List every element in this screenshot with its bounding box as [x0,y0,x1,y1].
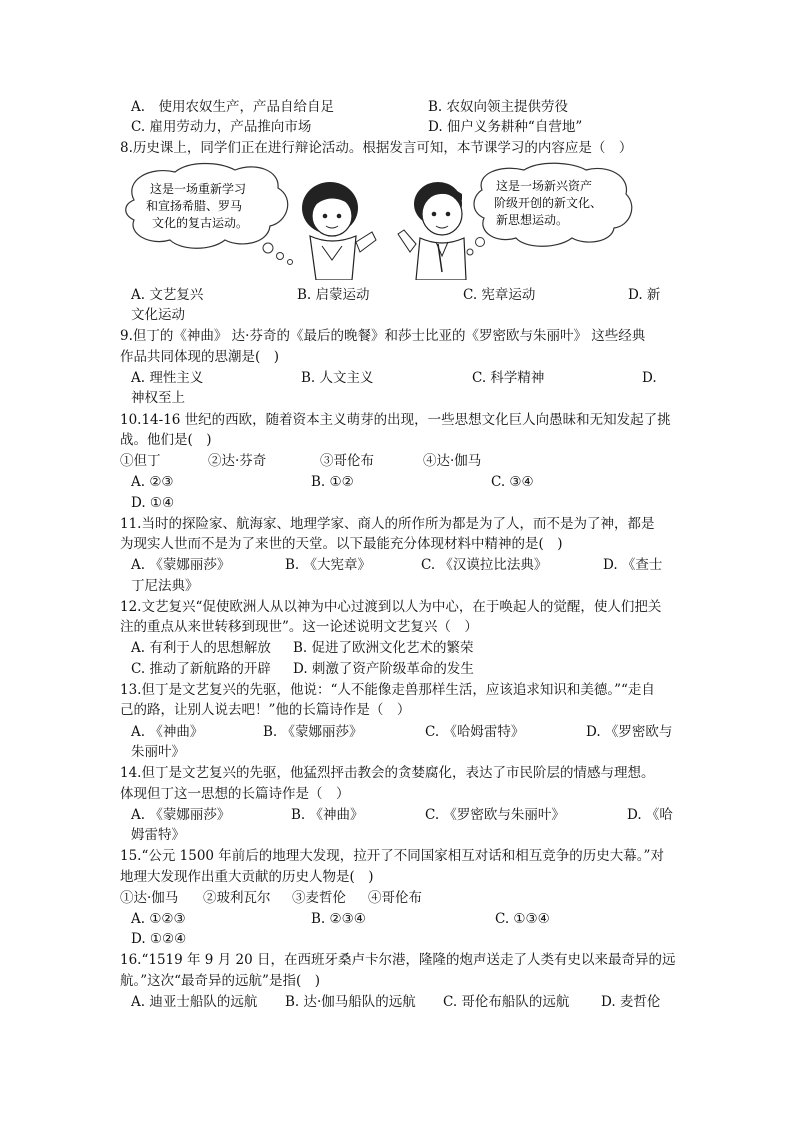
q10-item-2: ②达·芬奇 [208,453,267,469]
q10-item-1: ①但丁 [120,453,161,469]
q16-option-d[interactable]: D. 麦哲伦 [601,994,661,1010]
q12-option-c[interactable]: C. 推动了新航路的开辟 [131,661,271,677]
q15-stem-line-2: 地理大发现作出重大贡献的历史人物是( ) [120,869,374,885]
q12-option-a[interactable]: A. 有利于人的思想解放 [131,640,271,656]
q7-option-d[interactable]: D. 佃户义务耕种“自营地” [428,119,583,135]
right-bubble-line-3: 新思想运动。 [496,213,569,227]
q10-stem-line-1: 10.14-16 世纪的西欧，随着资本主义萌芽的出现，一些思想文化巨人向愚昧和无知发起了挑 [120,412,671,428]
q13-option-d[interactable]: D. 《罗密欧与 [586,724,673,740]
left-bubble-line-3: 文化的复古运动。 [152,216,249,230]
q7-option-b[interactable]: B. 农奴向领主提供劳役 [428,99,569,115]
right-bubble-line-1: 这是一场新兴资产 [496,179,593,193]
q14-option-a[interactable]: A. 《蒙娜丽莎》 [131,807,231,823]
q9-stem-line-1: 9.但丁的《神曲》 达·芬奇的《最后的晚餐》和莎士比亚的《罗密欧与朱丽叶》 这些经典 [120,328,646,344]
q7-option-a[interactable]: A. 使用农奴生产，产品自给自足 [131,99,335,115]
q12-option-d[interactable]: D. 刺激了资产阶级革命的发生 [293,661,474,677]
q13-stem-line-1: 13.但丁是文艺复兴的先驱，他说：“人不能像走兽那样生活，应该追求知识和美德。”“走自 [120,682,655,698]
left-bubble-line-2: 和宣扬希腊、罗马 [146,199,243,213]
right-bubble-line-2: 阶级开创的新文化、 [494,196,603,210]
q9-option-d-cont: 神权至上 [131,390,185,406]
q9-option-c[interactable]: C. 科学精神 [472,370,545,386]
q8-option-d-cont: 文化运动 [131,307,185,323]
q16-option-c[interactable]: C. 哥伦布船队的远航 [443,994,570,1010]
q11-option-d-cont: 丁尼法典》 [131,578,199,594]
q16-stem-line-1: 16.“1519 年 9 月 20 日，在西班牙桑卢卡尔港，隆隆的炮声送走了人类有史以来最奇异的远 [120,952,676,968]
debate-cartoon [120,160,640,280]
q14-option-d[interactable]: D. 《哈 [627,807,673,823]
q9-option-d[interactable]: D. [642,370,657,386]
q13-option-d-cont: 朱丽叶》 [131,744,185,760]
q8-option-c[interactable]: C. 宪章运动 [463,287,536,303]
q7-option-c[interactable]: C. 雇用劳动力，产品推向市场 [131,119,312,135]
q11-option-c[interactable]: C. 《汉谟拉比法典》 [421,557,548,573]
q9-option-a[interactable]: A. 理性主义 [131,370,204,386]
q13-stem-line-2: 己的路，让别人说去吧！”他的长篇诗作是（ ） [120,702,411,718]
q11-stem-line-2: 为现实人世而不是为了来世的天堂。以下最能充分体现材料中精神的是( ) [120,536,563,552]
q15-stem-line-1: 15.“公元 1500 年前后的地理大发现，拉开了不同国家相互对话和相互竞争的历史大幕。”对 [120,848,664,864]
q14-stem-line-1: 14.但丁是文艺复兴的先驱，他猛烈抨击教会的贪婪腐化，表达了市民阶层的情感与理想。 [120,765,655,781]
q15-option-d[interactable]: D. ①②④ [131,931,187,947]
q12-stem-line-2: 注的重点从来世转移到现世”。这一论述说明文艺复兴（ ） [120,619,478,635]
q13-option-c[interactable]: C. 《哈姆雷特》 [425,724,525,740]
q10-stem-line-2: 战。他们是( ) [120,432,212,448]
q15-item-1: ①达·伽马 [120,890,179,906]
boy-student-figure [398,182,466,280]
q14-option-d-cont: 姆雷特》 [131,827,185,843]
left-thought-bubble [126,164,293,265]
q10-item-4: ④达·伽马 [423,453,482,469]
q10-option-b[interactable]: B. ①② [311,474,354,490]
q12-option-b[interactable]: B. 促进了欧洲文化艺术的繁荣 [293,640,474,656]
q15-item-4: ④哥伦布 [368,890,422,906]
q11-option-a[interactable]: A. 《蒙娜丽莎》 [131,557,231,573]
q16-stem-line-2: 航。”这次“最奇异的远航”是指( ) [120,973,320,989]
q13-option-a[interactable]: A. 《神曲》 [131,724,204,740]
q8-option-a[interactable]: A. 文艺复兴 [131,287,204,303]
q8-stem: 8.历史课上，同学们正在进行辩论活动。根据发言可知，本节课学习的内容应是（ ） [120,140,633,156]
q10-item-3: ③哥伦布 [320,453,374,469]
q9-option-b[interactable]: B. 人文主义 [301,370,374,386]
q10-option-c[interactable]: C. ③④ [491,474,534,490]
q13-option-b[interactable]: B. 《蒙娜丽莎》 [263,724,363,740]
q16-option-b[interactable]: B. 达·伽马船队的远航 [285,994,416,1010]
q15-option-a[interactable]: A. ①②③ [131,911,186,927]
q11-stem-line-1: 11.当时的探险家、航海家、地理学家、商人的所作所为都是为了人，而不是为了神，都是 [120,516,655,532]
q10-option-a[interactable]: A. ②③ [131,474,174,490]
q14-option-b[interactable]: B. 《神曲》 [291,807,364,823]
q10-option-d[interactable]: D. ①④ [131,495,175,511]
q15-item-2: ②玻利瓦尔 [203,890,271,906]
q14-option-c[interactable]: C. 《罗密欧与朱丽叶》 [425,807,565,823]
q15-item-3: ③麦哲伦 [292,890,346,906]
q15-option-c[interactable]: C. ①③④ [495,911,550,927]
q12-stem-line-1: 12.文艺复兴“促使欧洲人从以神为中心过渡到以人为中心，在于唤起人的觉醒，使人们把关 [120,599,662,615]
right-thought-bubble [467,163,632,255]
girl-student-figure [302,182,376,280]
q9-stem-line-2: 作品共同体现的思潮是( ) [120,349,280,365]
q16-option-a[interactable]: A. 迪亚士船队的远航 [131,994,258,1010]
q15-option-b[interactable]: B. ②③④ [311,911,366,927]
q11-option-d[interactable]: D. 《查士 [603,557,663,573]
q8-option-b[interactable]: B. 启蒙运动 [297,287,370,303]
q8-option-d[interactable]: D. 新 [628,287,661,303]
left-bubble-line-1: 这是一场重新学习 [150,182,247,196]
q14-stem-line-2: 体现但丁这一思想的长篇诗作是（ ） [120,786,350,802]
q11-option-b[interactable]: B. 《大宪章》 [285,557,372,573]
